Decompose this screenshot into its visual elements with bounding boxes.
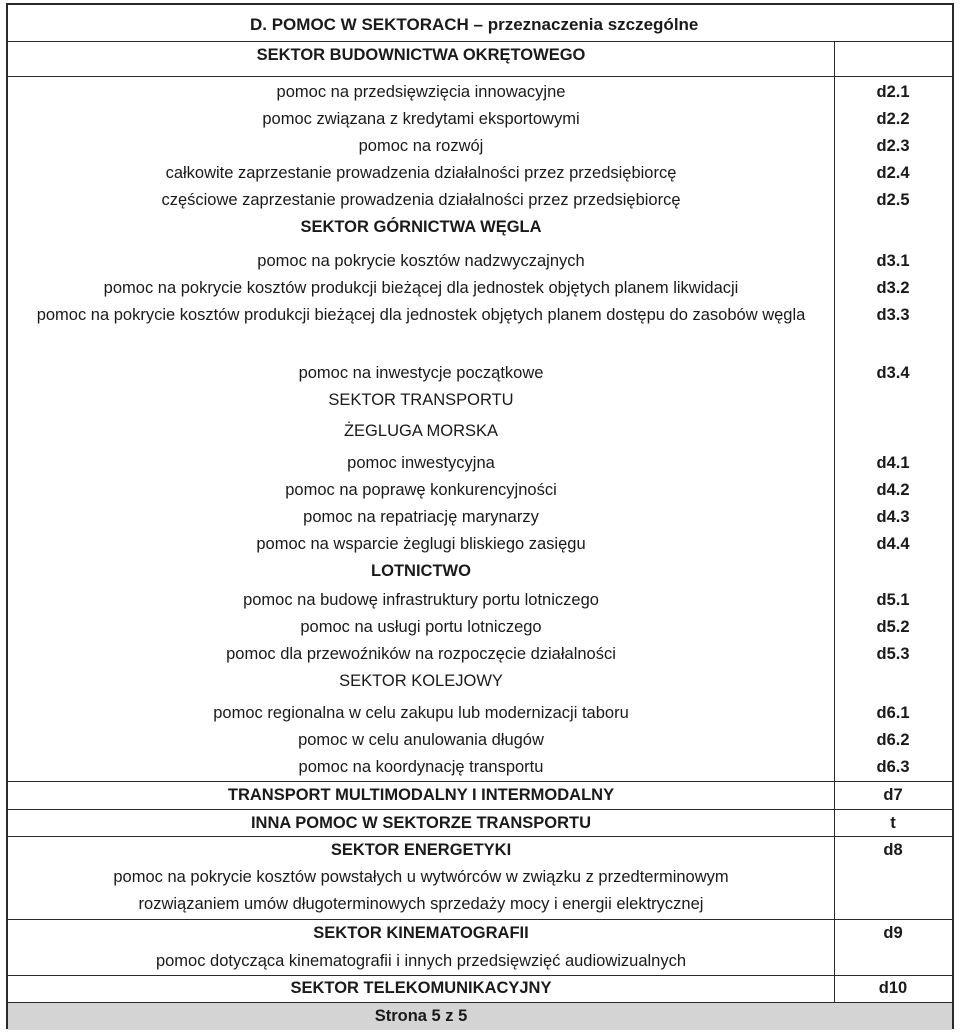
row-description: pomoc na przedsięwzięcia innowacyjne [276, 83, 566, 101]
table-row [8, 837, 952, 864]
row-description: pomoc na repatriację marynarzy [303, 508, 539, 526]
row-code: d9 [883, 924, 903, 942]
row-code: d2.1 [876, 83, 910, 101]
row-code: d5.3 [876, 645, 910, 663]
table-row [8, 302, 952, 356]
table-row [8, 42, 952, 69]
table-row [8, 79, 952, 106]
row-description: SEKTOR KINEMATOGRAFII [313, 924, 529, 942]
page-footer [8, 1002, 952, 1030]
row-description: pomoc na rozwój [358, 137, 484, 155]
table-row [8, 587, 952, 614]
row-code: d6.2 [876, 731, 910, 749]
row-description: pomoc związana z kredytami eksportowymi [262, 110, 580, 128]
row-description: pomoc na usługi portu lotniczego [300, 618, 542, 636]
table-row [8, 948, 952, 975]
row-description: SEKTOR GÓRNICTWA WĘGLA [300, 218, 542, 236]
row-code: d10 [878, 979, 908, 997]
table-row [8, 975, 952, 1002]
table-row [8, 187, 952, 214]
row-code: d7 [883, 786, 903, 804]
table-row [8, 558, 952, 585]
row-description: pomoc na pokrycie kosztów produkcji bieżącej dla jednostek objętych planem dostępu do zasobów węgla [36, 306, 806, 324]
row-code: d5.1 [876, 591, 910, 609]
row-description: pomoc na poprawę konkurencyjności [285, 481, 557, 499]
row-description: pomoc na budowę infrastruktury portu lotniczego [243, 591, 599, 609]
row-description: pomoc dotycząca kinematografii i innych przedsięwzięć audiowizualnych [155, 952, 687, 970]
row-code: d3.4 [876, 364, 910, 382]
table-row [8, 531, 952, 558]
table-row [8, 864, 952, 918]
section-title: D. POMOC W SEKTORACH – przeznaczenia szczególne [250, 15, 699, 34]
row-code: d4.4 [876, 535, 910, 553]
row-description: pomoc na pokrycie kosztów powstałych u wytwórców w związku z przedterminowym rozwiązaniem umów długoterminowych sprzedaży mocy i energii elektrycznej [113, 868, 729, 913]
table-row [8, 727, 952, 754]
row-code: d6.1 [876, 704, 910, 722]
row-code: d2.5 [876, 191, 910, 209]
row-description: SEKTOR TELEKOMUNIKACYJNY [290, 979, 552, 997]
table-row [8, 387, 952, 414]
row-description: ŻEGLUGA MORSKA [343, 422, 499, 440]
row-code: d3.2 [876, 279, 910, 297]
table-row [8, 668, 952, 695]
table-row [8, 360, 952, 387]
row-code: d4.1 [876, 454, 910, 472]
row-description: pomoc inwestycyjna [347, 454, 495, 472]
row-description: pomoc regionalna w celu zakupu lub modernizacji taboru [213, 704, 629, 722]
row-description: TRANSPORT MULTIMODALNY I INTERMODALNY [227, 786, 615, 804]
divider [8, 76, 952, 77]
row-code: d5.2 [876, 618, 910, 636]
row-code: d3.3 [876, 306, 910, 324]
row-code: d3.1 [876, 252, 910, 270]
row-description: pomoc na pokrycie kosztów nadzwyczajnych [257, 252, 585, 270]
table-row [8, 248, 952, 275]
row-description: SEKTOR TRANSPORTU [328, 391, 514, 409]
table-row [8, 450, 952, 477]
row-code: d8 [883, 841, 903, 859]
row-description: LOTNICTWO [371, 562, 471, 580]
page-number: Strona 5 z 5 [374, 1007, 468, 1025]
row-description: pomoc dla przewoźników na rozpoczęcie działalności [226, 645, 616, 663]
document-table [6, 3, 954, 1029]
table-row [8, 754, 952, 781]
table-row [8, 504, 952, 531]
row-code: d2.3 [876, 137, 910, 155]
row-description: pomoc na wsparcie żeglugi bliskiego zasięgu [256, 535, 586, 553]
table-row [8, 920, 952, 947]
row-code: t [890, 814, 896, 832]
row-code: d2.4 [876, 164, 910, 182]
table-row [8, 418, 952, 445]
table-row [8, 641, 952, 668]
row-code: d6.3 [876, 758, 910, 776]
row-description: INNA POMOC W SEKTORZE TRANSPORTU [250, 814, 592, 832]
row-description: całkowite zaprzestanie prowadzenia działalności przez przedsiębiorcę [165, 164, 677, 182]
row-code: d2.2 [876, 110, 910, 128]
table-row [8, 810, 952, 837]
table-row [8, 133, 952, 160]
row-description: częściowe zaprzestanie prowadzenia działalności przez przedsiębiorcę [161, 191, 681, 209]
row-description: SEKTOR KOLEJOWY [339, 672, 503, 690]
table-row [8, 214, 952, 241]
row-description: pomoc na pokrycie kosztów produkcji bieżącej dla jednostek objętych planem likwidacji [103, 279, 739, 297]
row-description: SEKTOR ENERGETYKI [330, 841, 512, 859]
row-description: pomoc na inwestycje początkowe [298, 364, 544, 382]
row-code: d4.3 [876, 508, 910, 526]
table-row [8, 160, 952, 187]
row-code: d4.2 [876, 481, 910, 499]
row-description: pomoc na koordynację transportu [298, 758, 544, 776]
table-row [8, 614, 952, 641]
row-description: SEKTOR BUDOWNICTWA OKRĘTOWEGO [256, 46, 586, 64]
table-row [8, 477, 952, 504]
table-row [8, 782, 952, 809]
table-row [8, 106, 952, 133]
row-description: pomoc w celu anulowania długów [298, 731, 544, 749]
table-row [8, 700, 952, 727]
table-row [8, 275, 952, 302]
